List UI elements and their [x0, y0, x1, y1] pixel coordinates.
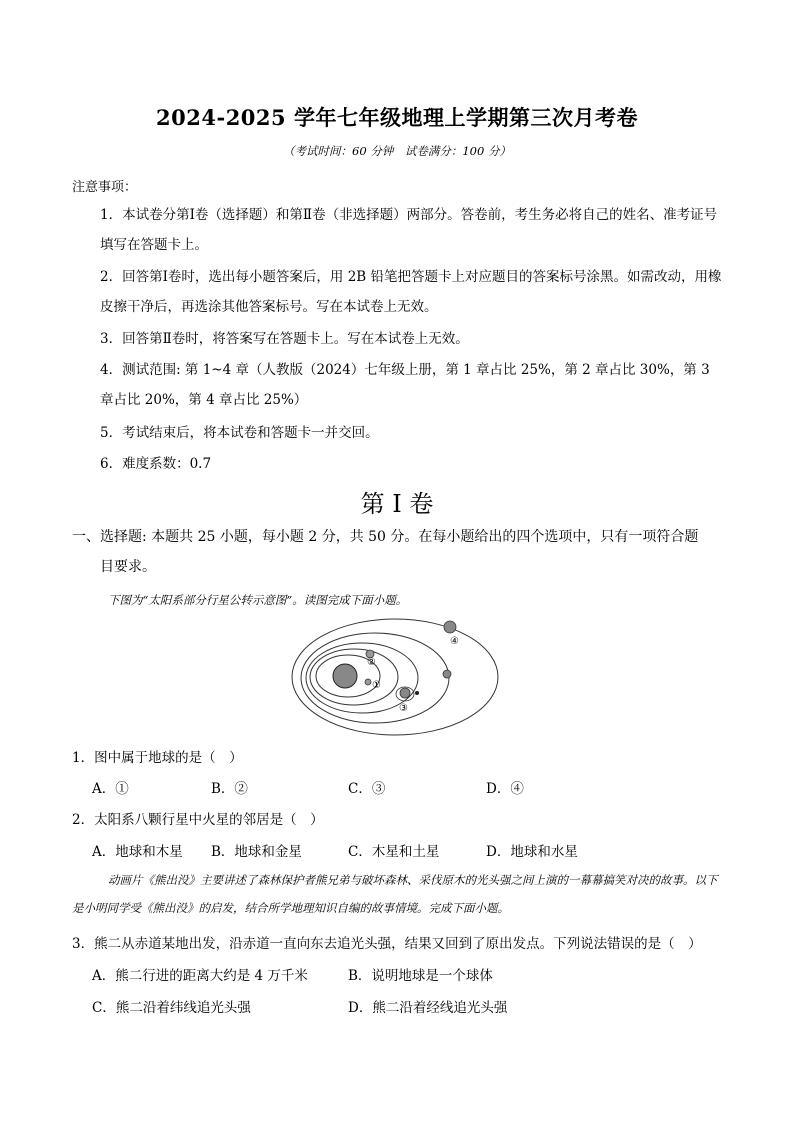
option-c[interactable]: C．③	[348, 781, 386, 797]
notice-item-2	[72, 262, 724, 322]
label-2: ②	[367, 657, 376, 668]
planet-outer	[443, 670, 451, 678]
orbit-outer	[292, 619, 498, 735]
label-3: ③	[399, 703, 408, 714]
notice-item-1	[72, 200, 724, 260]
option-d[interactable]: D．地球和水星	[486, 844, 578, 860]
question-2-stem: 2．太阳系八颗行星中火星的邻居是（ ）	[72, 812, 324, 828]
option-a[interactable]: A．熊二行进的距离大约是 4 万千米	[92, 968, 308, 984]
part1-line1: 一、选择题: 本题共 25 小题，每小题 2 分，共 50 分。在每小题给出的四个选项中，只有一项符合题	[72, 529, 699, 545]
notice-item-text: 3．回答第Ⅱ卷时，将答案写在答题卡上。写在本试卷上无效。	[100, 331, 469, 347]
option-d[interactable]: D．熊二沿着经线追光头强	[348, 1000, 508, 1016]
story-intro: 动画片《熊出没》主要讲述了森林保护者熊兄弟与破坏森林、采伐原木的光头强之间上演的一幕幕搞笑对决的故事。以下是小明同学受《熊出没》的启发，结合所学地理知识自编的故事情境。完成下面小题。	[72, 873, 718, 915]
question-1-stem: 1．图中属于地球的是（ ）	[72, 750, 243, 766]
notice-item-text: 1．本试卷分第Ⅰ卷（选择题）和第Ⅱ卷（非选择题）两部分。答卷前，考生务必将自己的姓名、准考证号填写在答题卡上。	[100, 207, 718, 253]
notice-item-text: 2．回答第Ⅰ卷时，选出每小题答案后，用 2B 铅笔把答题卡上对应题目的答案标号涂黑。如需改动，用橡皮擦干净后，再选涂其他答案标号。写在本试卷上无效。	[100, 269, 722, 315]
part1-instructions	[72, 522, 724, 582]
question-3-stem: 3．熊二从赤道某地出发，沿赤道一直向东去追光头强，结果又回到了原出发点。下列说法错误的是（ ）	[72, 936, 702, 952]
planet-1	[365, 679, 371, 685]
notice-item-text: 6．难度系数：0.7	[100, 456, 212, 472]
exam-subtitle: （考试时间：60 分钟 试卷满分：100 分）	[283, 144, 511, 158]
option-d[interactable]: D．④	[486, 781, 524, 797]
option-c[interactable]: C．木星和土星	[348, 844, 440, 860]
solar-system-diagram	[290, 616, 500, 738]
notice-item-6	[72, 449, 724, 479]
notice-item-text: 5．考试结束后，将本试卷和答题卡一并交回。	[100, 425, 379, 441]
notice-item-5	[72, 418, 724, 448]
section-title: 第 I 卷	[360, 490, 434, 518]
orbit-4	[301, 633, 449, 723]
option-b[interactable]: B．地球和金星	[211, 844, 302, 860]
planet-4	[444, 621, 456, 633]
label-4: ④	[450, 636, 459, 647]
notice-item-3	[72, 324, 724, 354]
option-b[interactable]: B．②	[211, 781, 248, 797]
moon	[415, 691, 419, 695]
notice-item-text: 4．测试范围: 第 1~4 章（人教版（2024）七年级上册，第 1 章占比 25%，第 2 章占比 30%，第 3 章占比 20%，第 4 章占比 25%）	[100, 362, 710, 408]
option-b[interactable]: B．说明地球是一个球体	[348, 968, 493, 984]
exam-title: 2024-2025 学年七年级地理上学期第三次月考卷	[156, 105, 638, 130]
option-a[interactable]: A．地球和木星	[92, 844, 183, 860]
notice-item-4	[72, 355, 724, 415]
option-a[interactable]: A．①	[92, 781, 129, 797]
figure-intro: 下图为“太阳系部分行星公转示意图”。读图完成下面小题。	[108, 593, 408, 607]
sun	[333, 664, 357, 688]
label-1: ①	[372, 680, 381, 691]
planet-3	[400, 688, 410, 698]
notice-heading: 注意事项：	[72, 180, 138, 195]
option-c[interactable]: C．熊二沿着纬线追光头强	[92, 1000, 251, 1016]
part1-line2: 目要求。	[100, 559, 156, 575]
